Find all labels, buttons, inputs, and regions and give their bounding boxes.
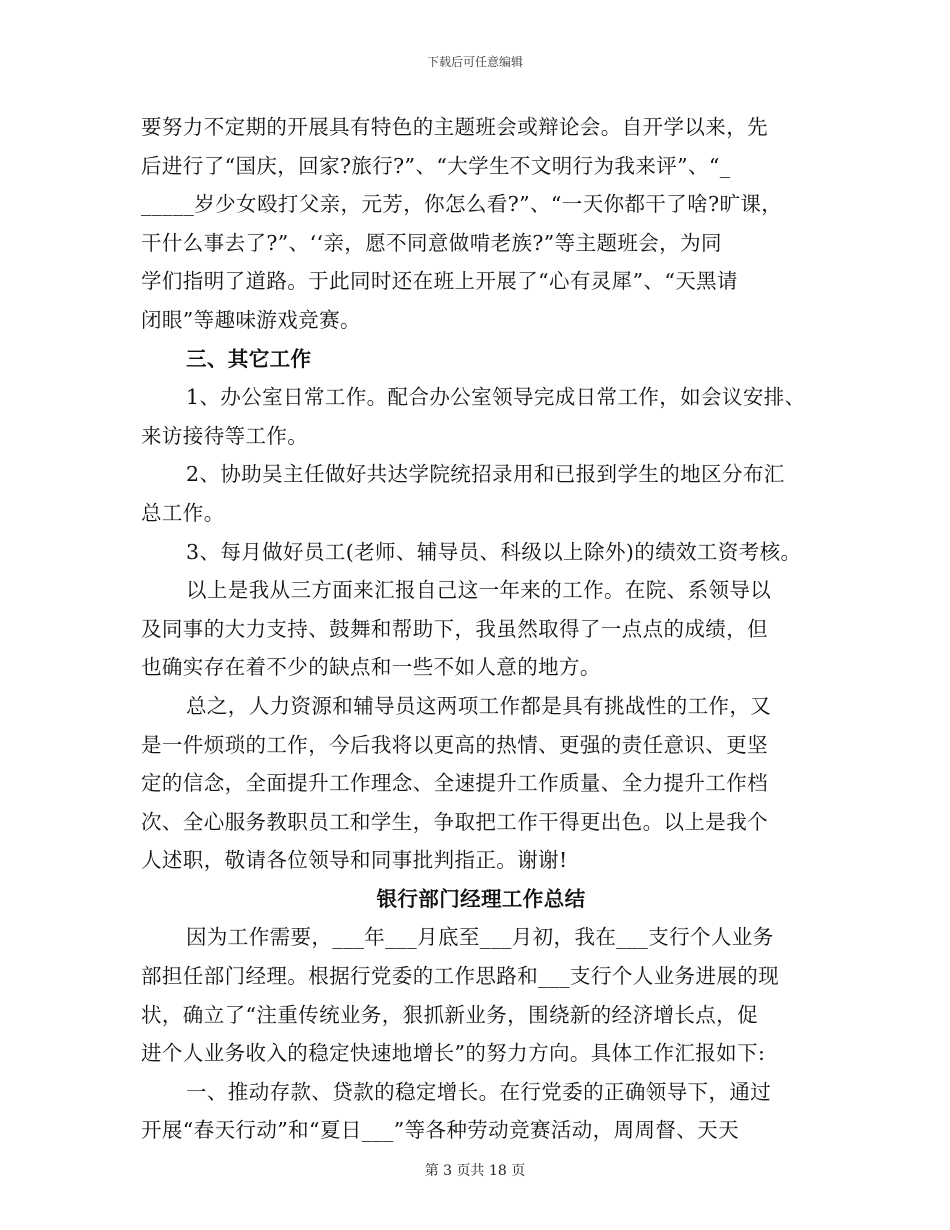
text-line: 定的信念，全面提升工作理念、全速提升工作质量、全力提升工作档 bbox=[141, 771, 768, 796]
section-title: 银行部门经理工作总结 bbox=[376, 886, 586, 911]
text-line: 后进行了“国庆，回家?旅行?”、“大学生不文明行为我来评”、“_ bbox=[141, 153, 731, 178]
text-line: 1、办公室日常工作。配合办公室领导完成日常工作，如会议安排、 bbox=[186, 385, 806, 410]
text-line: 学们指明了道路。于此同时还在班上开展了“心有灵犀”、“天黑请 bbox=[141, 269, 738, 294]
text-line: _____岁少女殴打父亲，元芳，你怎么看?”、“一天你都干了啥?旷课， bbox=[141, 192, 783, 217]
text-line: 2、协助吴主任做好共达学院统招录用和已报到学生的地区分布汇 bbox=[186, 462, 785, 487]
text-line: 进个人业务收入的稳定快速地增长”的努力方向。具体工作汇报如下: bbox=[141, 1041, 766, 1066]
text-line: 部担任部门经理。根据行党委的工作思路和___支行个人业务进展的现 bbox=[141, 964, 780, 989]
text-line: 人述职，敬请各位领导和同事批判指正。谢谢! bbox=[141, 848, 568, 873]
text-line: 开展“春天行动”和“夏日___”等各种劳动竞赛活动，周周督、天天 bbox=[141, 1118, 739, 1143]
text-line: 来访接待等工作。 bbox=[141, 423, 309, 448]
text-line: 及同事的大力支持、鼓舞和帮助下，我虽然取得了一点点的成绩，但 bbox=[141, 616, 768, 641]
text-line: 因为工作需要，___年___月底至___月初，我在___支行个人业务 bbox=[186, 925, 774, 950]
text-line: 总之，人力资源和辅导员这两项工作都是具有挑战性的工作，又 bbox=[186, 693, 772, 718]
document-body bbox=[141, 108, 821, 1150]
text-line: 3、每月做好员工(老师、辅导员、科级以上除外)的绩效工资考核。 bbox=[186, 539, 802, 564]
text-line: 一、推动存款、贷款的稳定增长。在行党委的正确领导下，通过 bbox=[186, 1079, 772, 1104]
page-footer: 第 3 页共 18 页 bbox=[424, 1163, 526, 1179]
text-line: 总工作。 bbox=[141, 500, 225, 525]
text-line: 干什么事去了?”、‘‘亲，愿不同意做啃老族?”等主题班会，为同 bbox=[141, 230, 722, 255]
text-line: 状，确立了“注重传统业务，狠抓新业务，围绕新的经济增长点，促 bbox=[141, 1002, 758, 1027]
text-line: 闭眼”等趣味游戏竞赛。 bbox=[141, 307, 361, 332]
text-line: 是一件烦琐的工作，今后我将以更高的热情、更强的责任意识、更坚 bbox=[141, 732, 768, 757]
section-heading: 三、其它工作 bbox=[186, 346, 312, 371]
text-line: 次、全心服务教职员工和学生，争取把工作干得更出色。以上是我个 bbox=[141, 809, 768, 834]
text-line: 也确实存在着不少的缺点和一些不如人意的地方。 bbox=[141, 655, 601, 680]
text-line: 以上是我从三方面来汇报自己这一年来的工作。在院、系领导以 bbox=[186, 578, 772, 603]
text-line: 要努力不定期的开展具有特色的主题班会或辩论会。自开学以来，先 bbox=[141, 115, 768, 139]
page-header: 下载后可任意编辑 bbox=[426, 55, 523, 69]
